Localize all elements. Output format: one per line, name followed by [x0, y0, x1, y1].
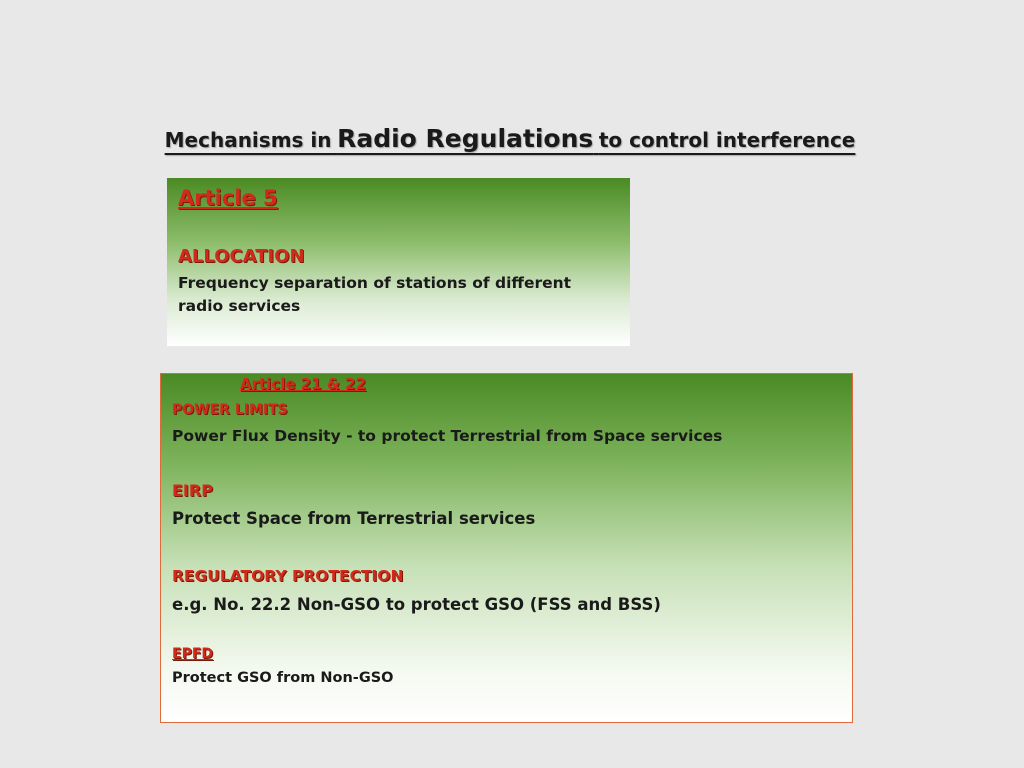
eirp-text: Protect Space from Terrestrial services	[172, 509, 536, 528]
pfd-text: Power Flux Density - to protect Terrestrial from Space services	[172, 427, 723, 445]
allocation-heading: ALLOCATION	[178, 246, 305, 267]
article-21-22-heading: Article 21 & 22	[240, 375, 367, 393]
slide-title	[138, 124, 882, 153]
epfd-text: Protect GSO from Non-GSO	[172, 670, 394, 686]
title-part-2: Radio Regulations	[337, 124, 594, 153]
article-21-22-box	[160, 373, 853, 723]
allocation-text: Frequency separation of stations of different radio services	[178, 274, 572, 315]
regulatory-protection-heading: REGULATORY PROTECTION	[172, 567, 404, 585]
title-part-1: Mechanisms in	[164, 128, 332, 152]
eirp-heading: EIRP	[172, 481, 213, 500]
regulatory-protection-text: e.g. No. 22.2 Non-GSO to protect GSO (FSS and BSS)	[172, 595, 661, 614]
title-part-3: to control interference	[598, 128, 856, 152]
power-limits-heading: POWER LIMITS	[172, 402, 288, 418]
article-5-box	[167, 178, 630, 346]
article-5-heading: Article 5	[178, 186, 278, 210]
epfd-heading: EPFD	[172, 646, 214, 662]
